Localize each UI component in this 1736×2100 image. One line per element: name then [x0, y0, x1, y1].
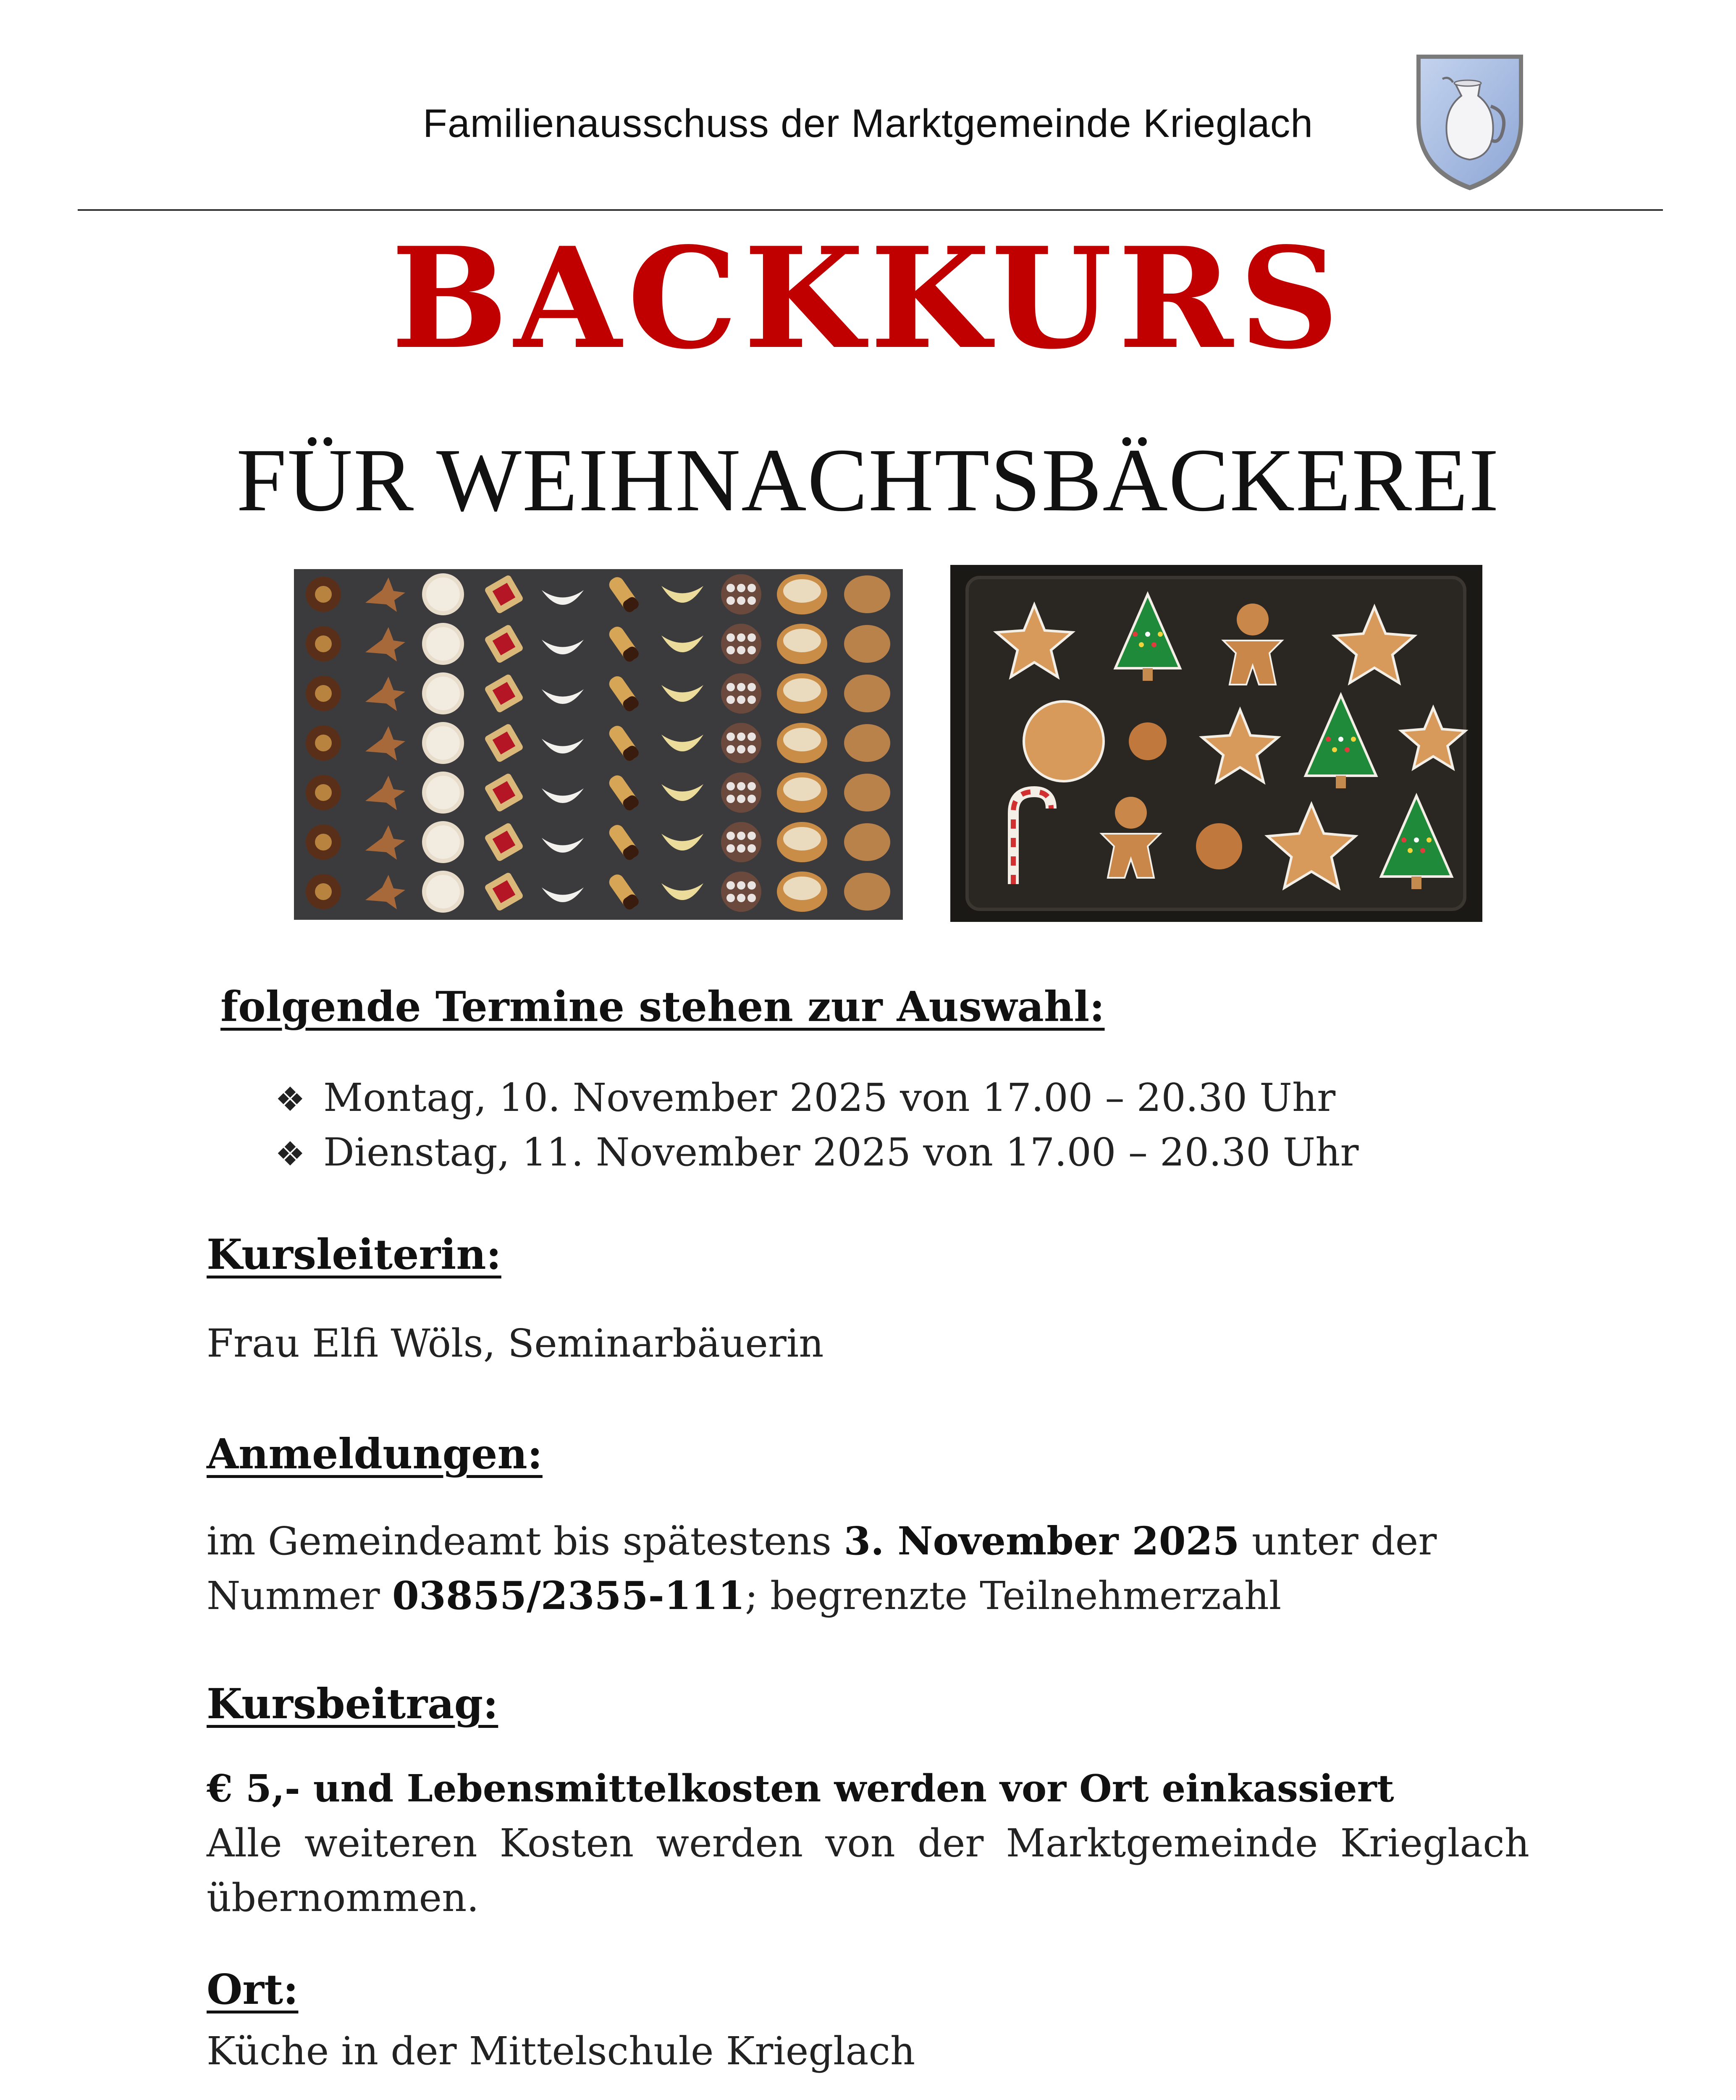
header-organization: Familienausschuss der Marktgemeinde Krieglach — [422, 101, 1314, 146]
cookie-assortment-photo — [294, 569, 903, 920]
date-item-text: Montag, 10. November 2025 von 17.00 – 20.30 Uhr — [323, 1075, 1336, 1120]
instructor-heading: Kursleiterin: — [207, 1231, 501, 1279]
date-item-1 — [275, 1075, 1335, 1120]
fee-heading: Kursbeitrag: — [207, 1680, 498, 1728]
registration-deadline: 3. November 2025 — [844, 1518, 1240, 1564]
registration-phone: 03855/2355-111 — [392, 1573, 745, 1618]
registration-heading: Anmeldungen: — [207, 1430, 543, 1478]
title-subtitle: FÜR WEIHNACHTSBÄCKEREI — [236, 430, 1500, 530]
fee-amount-line: € 5,- und Lebensmittelkosten werden vor Ort einkassiert — [207, 1766, 1394, 1810]
registration-line-1: im Gemeindeamt bis spätestens 3. November 2025 unter der — [207, 1518, 1437, 1564]
diamond-bullet-icon: ❖ — [275, 1080, 305, 1119]
location-text: Küche in der Mittelschule Krieglach — [207, 2029, 915, 2074]
dates-heading: folgende Termine stehen zur Auswahl: — [220, 983, 1105, 1031]
date-item-2 — [275, 1130, 1358, 1175]
header-divider — [78, 209, 1663, 211]
municipal-crest-logo — [1409, 50, 1531, 194]
gingerbread-tray-photo — [950, 565, 1482, 922]
fee-line-2: Alle weiteren Kosten werden von der Marktgemeinde Krieglach — [207, 1821, 1529, 1866]
date-item-text: Dienstag, 11. November 2025 von 17.00 – 20.30 Uhr — [323, 1130, 1359, 1175]
instructor-text: Frau Elfi Wöls, Seminarbäuerin — [207, 1321, 824, 1366]
diamond-bullet-icon: ❖ — [275, 1134, 305, 1173]
fee-line-3: übernommen. — [207, 1875, 479, 1920]
title-main: BACKKURS — [391, 217, 1345, 380]
location-heading: Ort: — [207, 1966, 299, 2014]
registration-line-2: Nummer 03855/2355-111; begrenzte Teilnehmerzahl — [207, 1573, 1282, 1618]
